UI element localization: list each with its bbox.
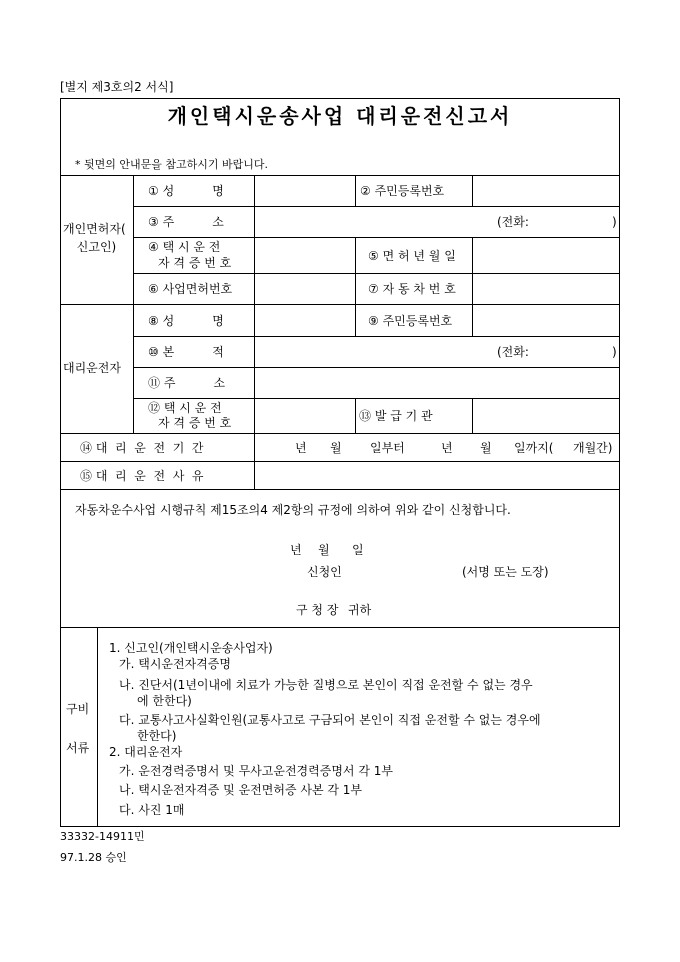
date-day: 일 (352, 543, 364, 557)
divider (355, 304, 356, 336)
applicant-phone-label: (전화: (497, 215, 529, 229)
divider (133, 367, 620, 368)
period-year-end: 년 (441, 441, 453, 455)
divider (133, 206, 620, 207)
divider (472, 398, 473, 433)
recipient-suffix: 귀하 (348, 603, 372, 617)
applicant-cert-label: ④ 택 시 운 전 (148, 240, 221, 254)
applicant-cert-label: 자 격 증 번 호 (158, 256, 232, 270)
recipient-office: 구 청 장 (296, 603, 339, 617)
proxy-phone-label: (전화: (497, 345, 529, 359)
applicant-name-field[interactable] (256, 178, 353, 204)
sign-note: (서명 또는 도장) (462, 565, 549, 579)
notice-text: * 뒷면의 안내문을 참고하시기 바랍니다. (75, 158, 268, 171)
proxy-issuer-field[interactable] (474, 401, 618, 431)
applicant-address-field[interactable] (256, 209, 486, 235)
form-number: 33332-14911민 (60, 830, 145, 843)
form-reference: [별지 제3호의2 서식] (60, 80, 174, 94)
reason-field[interactable] (256, 463, 618, 487)
applicant-car-number-label: ⑦ 자 동 차 번 호 (368, 282, 456, 296)
period-year-start: 년 (295, 441, 307, 455)
proxy-address-field[interactable] (256, 370, 618, 396)
document-line: 한한다) (137, 729, 177, 743)
applicant-car-number-field[interactable] (474, 276, 618, 302)
applicant-group-label: 신고인) (76, 240, 117, 254)
divider (355, 175, 356, 206)
divider (355, 237, 356, 304)
document-line: 2. 대리운전자 (109, 745, 183, 759)
proxy-rrn-label: ⑨ 주민등록번호 (368, 314, 453, 328)
divider (60, 461, 620, 462)
date-year: 년 (290, 543, 302, 557)
divider (355, 398, 356, 433)
divider (472, 237, 473, 304)
approval-date: 97.1.28 승인 (60, 851, 127, 864)
proxy-name-label: ⑧ 성 명 (148, 314, 224, 328)
applicant-biz-license-label: ⑥ 사업면허번호 (148, 282, 233, 296)
divider (60, 627, 620, 628)
proxy-rrn-field[interactable] (474, 307, 618, 334)
divider (133, 336, 620, 337)
applicant-name-label: ① 성 명 (148, 184, 224, 198)
proxy-group-label: 대리운전자 (63, 361, 121, 375)
divider (60, 304, 620, 305)
divider (472, 175, 473, 206)
applicant-rrn-field[interactable] (474, 178, 618, 204)
applicant-license-date-field[interactable] (474, 240, 618, 270)
divider (133, 398, 620, 399)
applicant-sign-label: 신청인 (307, 565, 342, 579)
applicant-license-date-label: ⑤ 면 허 년 월 일 (368, 249, 456, 263)
proxy-issuer-label: ⑬ 발 급 기 관 (359, 409, 433, 423)
period-until: 일까지( (514, 441, 554, 455)
document-line: 다. 교통사고사실확인원(교통사고로 구금되어 본인이 직접 운전할 수 없는 경우에 (119, 713, 541, 727)
divider (97, 627, 98, 827)
declaration-text: 자동차운수사업 시행규칙 제15조의4 제2항의 규정에 의하여 위와 같이 신청합니다. (75, 503, 511, 517)
reason-label: ⑮ 대 리 운 전 사 유 (80, 469, 204, 483)
proxy-phone-close: ) (612, 345, 617, 359)
proxy-cert-field[interactable] (256, 401, 353, 431)
document-line: 다. 사진 1매 (119, 803, 185, 817)
divider (60, 433, 620, 434)
proxy-domicile-field[interactable] (256, 339, 486, 365)
applicant-group-label: 개인면허자( (63, 222, 126, 236)
proxy-name-field[interactable] (256, 307, 353, 334)
applicant-cert-field[interactable] (256, 240, 353, 270)
period-label: ⑭ 대 리 운 전 기 간 (80, 441, 204, 455)
period-month-end: 월 (480, 441, 492, 455)
applicant-phone-close: ) (612, 215, 617, 229)
divider (254, 175, 255, 489)
applicant-rrn-label: ② 주민등록번호 (360, 184, 445, 198)
divider (60, 489, 620, 490)
proxy-cert-label: ⑫ 택 시 운 전 (148, 401, 222, 415)
divider (133, 273, 620, 274)
period-from: 일부터 (370, 441, 405, 455)
document-line: 나. 진단서(1년이내에 치료가 가능한 질병으로 본인이 직접 운전할 수 없는 경우 (119, 678, 533, 692)
divider (133, 237, 620, 238)
divider (60, 175, 620, 176)
documents-side-label: 서류 (66, 741, 90, 755)
document-line: 나. 택시운전자격증 및 운전면허증 사본 각 1부 (119, 783, 362, 797)
date-month: 월 (318, 543, 330, 557)
proxy-cert-label: 자 격 증 번 호 (158, 416, 232, 430)
document-line: 가. 택시운전자격증명 (119, 657, 231, 671)
form-title: 개인택시운송사업 대리운전신고서 (167, 104, 513, 128)
applicant-address-label: ③ 주 소 (148, 215, 224, 229)
proxy-domicile-label: ⑩ 본 적 (148, 345, 224, 359)
documents-side-label: 구비 (66, 702, 90, 716)
document-line: 1. 신고인(개인택시운송사업자) (109, 641, 273, 655)
proxy-address-label: ⑪ 주 소 (148, 376, 226, 390)
document-line: 에 한한다) (137, 694, 192, 708)
period-month-start: 월 (330, 441, 342, 455)
divider (472, 304, 473, 336)
period-months: 개월간) (573, 441, 613, 455)
applicant-biz-license-field[interactable] (256, 276, 353, 302)
divider (133, 175, 134, 433)
document-line: 가. 운전경력증명서 및 무사고운전경력증명서 각 1부 (119, 764, 393, 778)
